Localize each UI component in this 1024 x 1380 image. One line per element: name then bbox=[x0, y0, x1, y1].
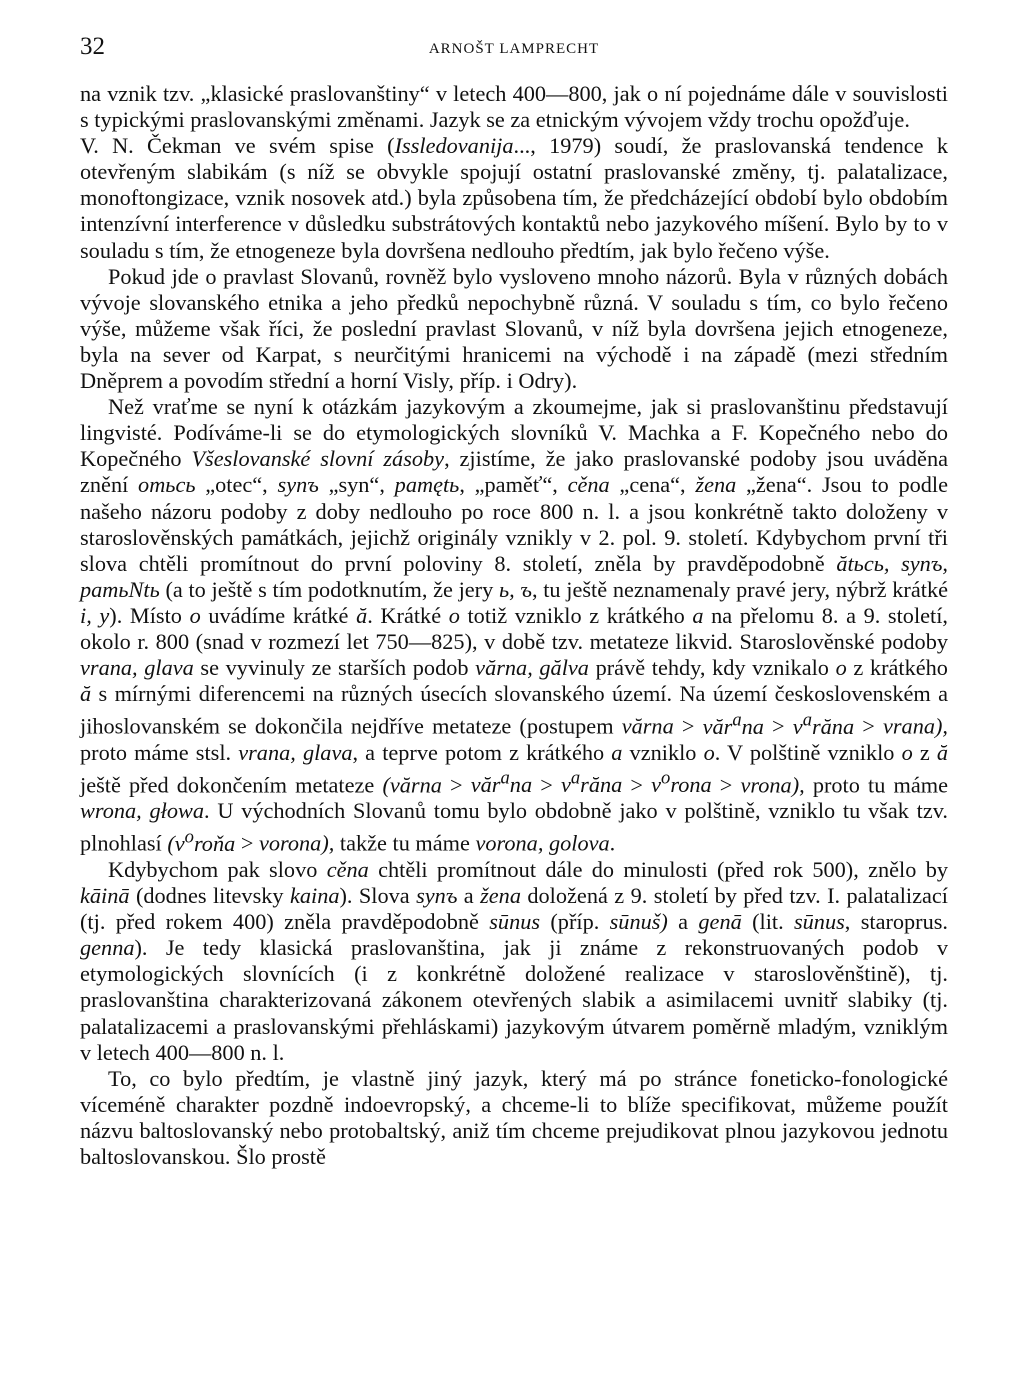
paragraph-continued: na vznik tzv. „klasické praslovanštiny“ v letech 400—800, jak o ní pojednáme dále v souvislosti s typickými praslovanskými změnami. Jazyk se za etnickým vývojem vždy trochu opožďuje. bbox=[80, 81, 948, 133]
body-text bbox=[80, 81, 948, 1170]
page-number: 32 bbox=[80, 33, 105, 60]
paragraph-cekman: V. N. Čekman ve svém spise (Issledovanija..., 1979) soudí, že praslovanská tendence k otevřeným slabikám (s níž se obvykle spojují ostatní praslovanské změny, tj. palatalizace, monoftongizace, vznik nosovek atd.) byla způsobena tím, že předcházející období bylo obdobím intenzívní interference v důsledku substrátových kontaktů nebo jazykového míšení. Bylo by to v souladu s tím, že etnogeneze byla dovršena nedlouho předtím, jak bylo řečeno výše. bbox=[80, 133, 948, 263]
paragraph-linguists: Než vraťme se nyní k otázkám jazykovým a zkoumejme, jak si praslovanštinu představují lingvisté. Podíváme-li se do etymologických slovníků V. Machka a F. Kopečného nebo do Kopečného Všeslovanské slovní zásoby, zjistíme, že jako praslovanské podoby jsou uváděna znění отьсь „otec“, synъ „syn“, pamętь, „paměť“, cěna „cena“, žena „žena“. Jsou to podle našeho názoru podoby z doby nedlouho po roce 800 n. l. a jsou konkrétně takto doloženy v staroslověnských památkách, jejichž originály vznikly v 2. pol. 9. století. Kdybychom první tři slova chtěli promítnout do první poloviny 8. století, zněla by pravděpodobně ătьсь, synъ, pamьNtь (a to ještě s tím podotknutím, že jery ь, ъ, tu ještě neznamenaly pravé jery, nýbrž krátké i, y). Místo o uvádíme krátké ă. Krátké o totiž vzniklo z krátkého a na přelomu 8. a 9. století, okolo r. 800 (snad v rozmezí let 750—825), v době tzv. metateze likvid. Staroslověnské podoby vrana, glava se vyvinuly ze starších podob vărna, gălva právě tehdy, kdy vznikalo o z krátkého ă s mírnými diferencemi na různých úsecích slovanského území. Na území československém a jihoslovanském se dokončila nejdříve metateze (postupem vărna > văr$^a$na > $v^arăna$ > vrana), proto máme stsl. vrana, glava, a teprve potom z krátkého a vzniklo o. V polštině vzniklo o z ă ještě před dokončením metateze (vărna > văr$^a$na > $v^arăna$ > $v^orona$ > vrona), proto tu máme wrona, głowa. U východních Slovanů tomu bylo obdobně jako v polštině, vzniklo tu však tzv. plnohlasí ($v^oroňa$ > vorona), takže tu máme vorona, golova. bbox=[80, 394, 949, 856]
paragraph-baltoslavic: To, co bylo předtím, je vlastně jiný jazyk, který má po stránce foneticko-fonologické víceméně charakter pozdně indoevropský, a chceme-li to blíže specifikovat, můžeme použít názvu baltoslovanský nebo protobaltský, aniž tím chceme prejudikovat plnou jazykovou jednotu baltoslovanskou. Šlo prostě bbox=[80, 1065, 948, 1170]
paragraph-cena: Kdybychom pak slovo cěna chtěli promítnout dále do minulosti (před rok 500), znělo by kāinā (dodnes litevsky kaina). Slova synъ a žena doložená z 9. století by před tzv. I. palatalizací (tj. před rokem 400) zněla pravděpodobně sūnus (příp. sūnuš) a genā (lit. sūnus, staroprus. genna). Je tedy klasická praslovanština, jak ji známe z rekonstruovaných podob v etymologických slovnících (i z konkrétně doložené realizace v staroslověnštině), tj. praslovanština charakterizovaná zákonem otevřených slabik a asimilacemi uvnitř slabiky (tj. palatalizacemi a praslovanskými přehláskami) jazykovým útvarem poměrně mladým, vzniklým v letech 400—800 n. l. bbox=[80, 856, 949, 1065]
running-head: ARNOŠT LAMPRECHT bbox=[428, 41, 600, 57]
page-header bbox=[80, 30, 948, 64]
paragraph-pravlast: Pokud jde o pravlast Slovanů, rovněž bylo vysloveno mnoho názorů. Byla v různých dobách vývoje slovanského etnika a jeho předků nepochybně různá. V souladu s tím, co bylo řečeno výše, můžeme však říci, že poslední pravlast Slovanů, v níž byla dovršena jejich etnogeneze, byla na sever od Karpat, s neurčitými hranicemi na východě i na západě (mezi středním Dněprem a povodím střední a horní Visly, příp. i Odry). bbox=[80, 263, 948, 394]
